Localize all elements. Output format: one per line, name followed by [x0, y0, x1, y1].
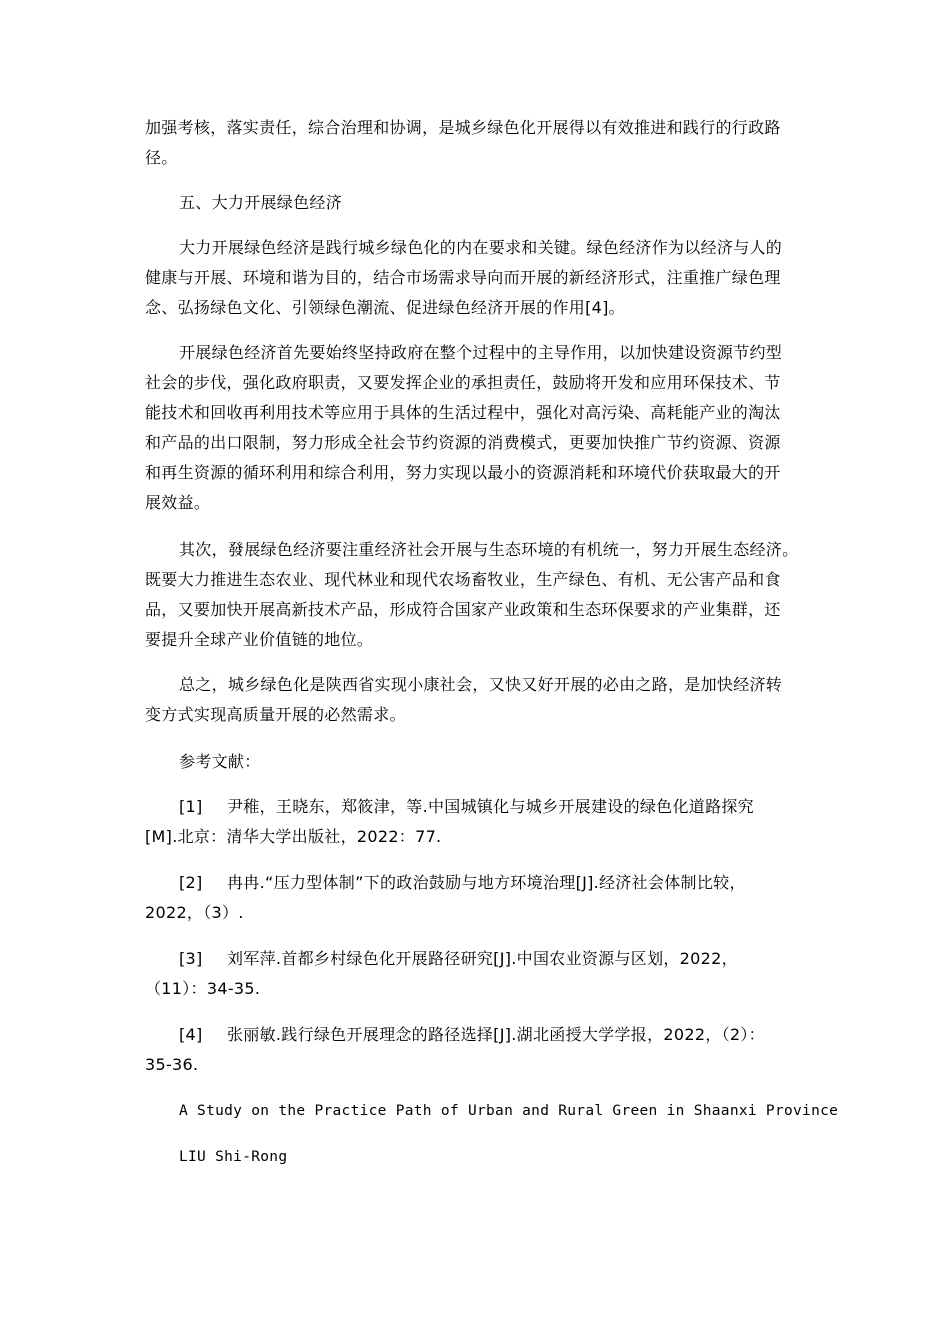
- reference-2-line-2: 2022，（3）.: [145, 903, 244, 922]
- references-heading: 参考文献：: [179, 752, 261, 771]
- paragraph-2-line-3: 念、弘扬绿色文化、引领绿色潮流、促进绿色经济开展的作用[4]。: [145, 298, 625, 317]
- reference-1-line-1: [179, 797, 754, 817]
- paragraph-4-line-1: 其次，發展绿色经济要注重经济社会开展与生态环境的有机统一，努力开展生态经济。: [179, 540, 799, 559]
- paragraph-2-line-1: 大力开展绿色经济是践行城乡绿色化的内在要求和关键。绿色经济作为以经济与人的: [179, 238, 783, 257]
- reference-3-line-1: [179, 949, 738, 969]
- reference-4-text: 张丽敏.践行绿色开展理念的路径选择[J].湖北函授大学学报，2022，（2）：: [227, 1025, 765, 1044]
- paragraph-3-line-4: 和产品的出口限制，努力形成全社会节约资源的消费模式，更要加快推广节约资源、资源: [145, 433, 781, 452]
- paragraph-3-line-6: 展效益。: [145, 493, 211, 512]
- paragraph-4-line-3: 品，又要加快开展高新技术产品，形成符合国家产业政策和生态环保要求的产业集群，还: [145, 600, 781, 619]
- reference-4-line-1: [179, 1025, 765, 1045]
- reference-2-number: [2]: [179, 873, 203, 892]
- paragraph-3-line-1: 开展绿色经济首先要始终坚持政府在整个过程中的主导作用，以加快建设资源节约型: [179, 343, 783, 362]
- reference-3-text: 刘军萍.首都乡村绿色化开展路径研究[J].中国农业资源与区划，2022，: [227, 949, 738, 968]
- reference-4-line-2: 35-36.: [145, 1055, 199, 1074]
- paragraph-1-line-2: 径。: [145, 148, 178, 167]
- english-title: A Study on the Practice Path of Urban and Rural Green in Shaanxi Province: [179, 1103, 839, 1119]
- paragraph-4-line-2: 既要大力推进生态农业、现代林业和现代农场畜牧业，生产绿色、有机、无公害产品和食: [145, 570, 781, 589]
- section-heading: 五、大力开展绿色经济: [179, 193, 343, 212]
- reference-1-number: [1]: [179, 797, 203, 816]
- paragraph-5-line-2: 变方式实现高质量开展的必然需求。: [145, 705, 406, 724]
- paragraph-3-line-2: 社会的步伐，强化政府职责，又要发挥企业的承担责任，鼓励将开发和应用环保技术、节: [145, 373, 781, 392]
- paragraph-3-line-5: 和再生资源的循环利用和综合利用，努力实现以最小的资源消耗和环境代价获取最大的开: [145, 463, 781, 482]
- paragraph-2-line-2: 健康与开展、环境和谐为目的，结合市场需求导向而开展的新经济形式，注重推广绿色理: [145, 268, 781, 287]
- paragraph-4-line-4: 要提升全球产业价值链的地位。: [145, 630, 374, 649]
- reference-3-number: [3]: [179, 949, 203, 968]
- paragraph-5-line-1: 总之，城乡绿色化是陕西省实现小康社会，又快又好开展的必由之路，是加快经济转: [179, 675, 783, 694]
- reference-1-text: 尹稚，王晓东，郑筱津，等.中国城镇化与城乡开展建设的绿色化道路探究: [227, 797, 754, 816]
- reference-2-text: 冉冉.“压力型体制”下的政治鼓励与地方环境治理[J].经济社会体制比较，: [227, 873, 746, 892]
- reference-2-line-1: [179, 873, 746, 893]
- reference-3-line-2: （11）：34-35.: [145, 979, 261, 998]
- reference-1-line-2: [M].北京：清华大学出版社，2022：77.: [145, 827, 442, 846]
- paragraph-3-line-3: 能技术和回收再利用技术等应用于具体的生活过程中，强化对高污染、高耗能产业的淘汰: [145, 403, 781, 422]
- reference-4-number: [4]: [179, 1025, 203, 1044]
- paragraph-1-line-1: 加强考核，落实责任，综合治理和协调，是城乡绿色化开展得以有效推进和践行的行政路: [145, 118, 781, 137]
- english-author: LIU Shi-Rong: [179, 1149, 288, 1165]
